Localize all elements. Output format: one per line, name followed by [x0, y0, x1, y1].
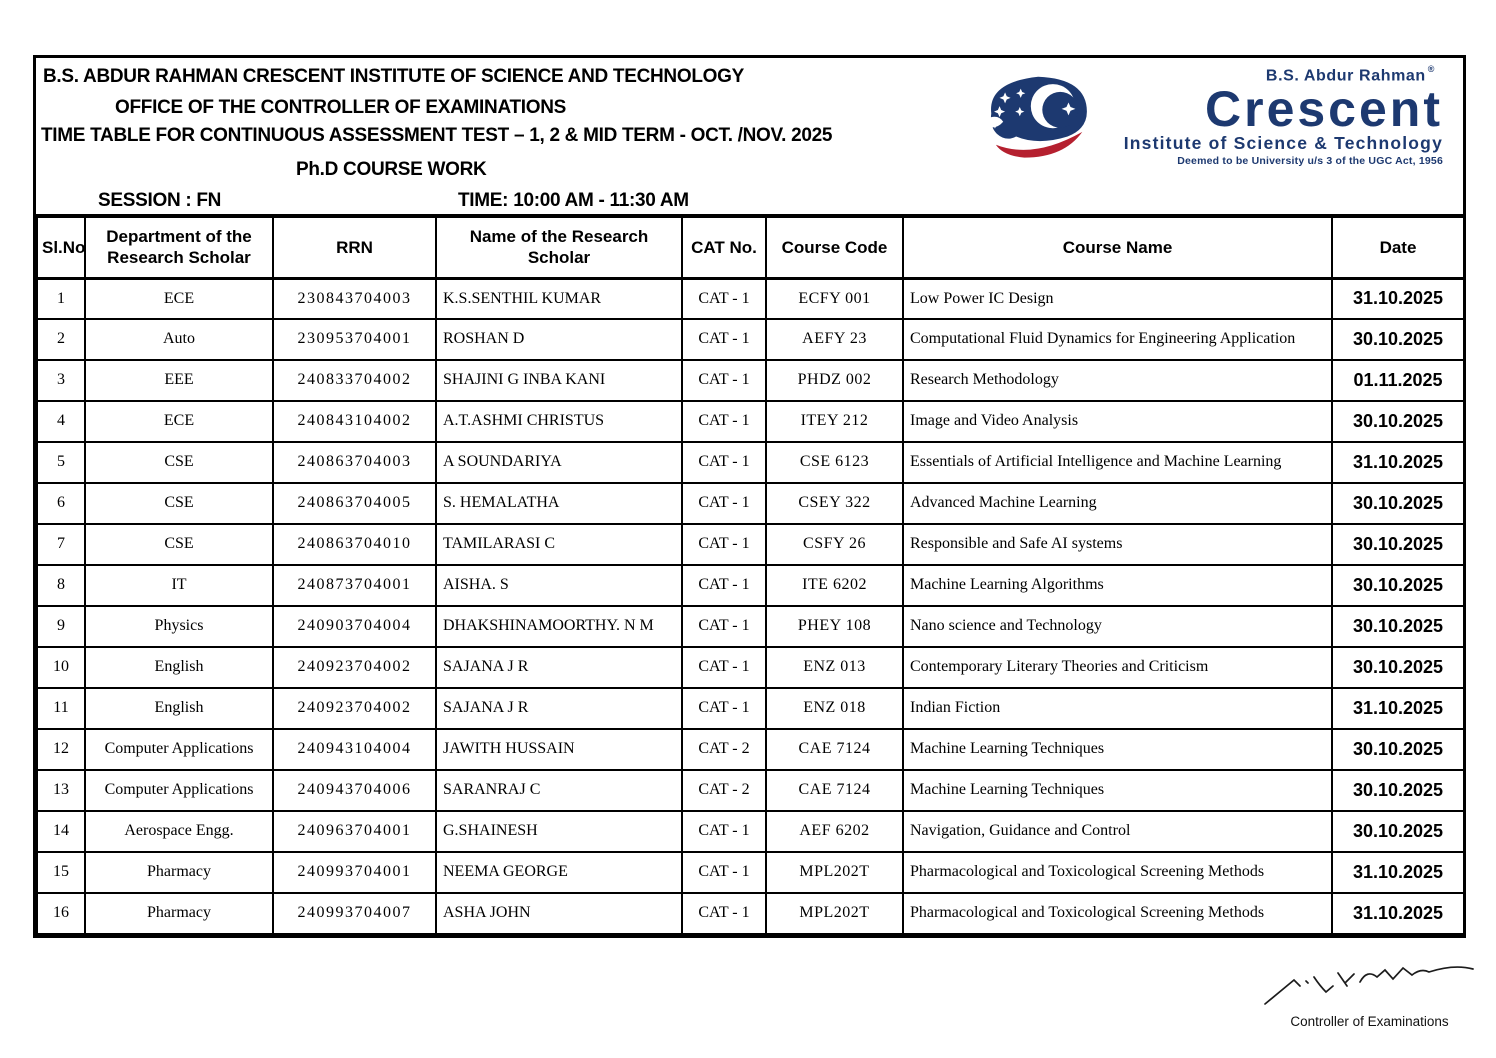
cell-course-code: CSFY 26 — [766, 524, 903, 565]
cell-date: 30.10.2025 — [1332, 729, 1464, 770]
cell-course-name: Research Methodology — [903, 360, 1332, 401]
cell-rrn: 240943704006 — [273, 770, 436, 811]
cell-cat-no: CAT - 1 — [682, 893, 766, 934]
timetable-head — [37, 216, 1464, 278]
cell-rrn: 240843104002 — [273, 401, 436, 442]
cell-slno: 4 — [37, 401, 85, 442]
cell-slno: 8 — [37, 565, 85, 606]
cell-scholar-name: K.S.SENTHIL KUMAR — [436, 278, 682, 319]
cell-department: CSE — [85, 483, 273, 524]
cell-slno: 16 — [37, 893, 85, 934]
cell-department: EEE — [85, 360, 273, 401]
cell-slno: 15 — [37, 852, 85, 893]
cell-rrn: 230953704001 — [273, 319, 436, 360]
registered-trademark-icon: ® — [1427, 64, 1435, 74]
cell-scholar-name: ASHA JOHN — [436, 893, 682, 934]
cell-course-name: Pharmacological and Toxicological Screening Methods — [903, 893, 1332, 934]
signature-scribble-icon — [1262, 960, 1477, 1010]
cell-course-name: Computational Fluid Dynamics for Engineering Application — [903, 319, 1332, 360]
document-frame — [33, 55, 1466, 938]
table-row — [37, 360, 1464, 401]
cell-course-code: CAE 7124 — [766, 729, 903, 770]
cell-date: 30.10.2025 — [1332, 524, 1464, 565]
cell-course-name: Pharmacological and Toxicological Screening Methods — [903, 852, 1332, 893]
cell-slno: 3 — [37, 360, 85, 401]
cell-scholar-name: SAJANA J R — [436, 647, 682, 688]
cell-course-code: ENZ 018 — [766, 688, 903, 729]
cell-scholar-name: SHAJINI G INBA KANI — [436, 360, 682, 401]
document-header — [36, 58, 1463, 214]
cell-scholar-name: A SOUNDARIYA — [436, 442, 682, 483]
table-row — [37, 401, 1464, 442]
column-header-rrn: RRN — [273, 216, 436, 278]
cell-cat-no: CAT - 1 — [682, 483, 766, 524]
logo-brand-small-text: B.S. Abdur Rahman — [1265, 67, 1426, 85]
cell-department: CSE — [85, 524, 273, 565]
cell-scholar-name: G.SHAINESH — [436, 811, 682, 852]
cell-date: 31.10.2025 — [1332, 442, 1464, 483]
cell-scholar-name: DHAKSHINAMOORTHY. N M — [436, 606, 682, 647]
table-row — [37, 565, 1464, 606]
cell-department: Computer Applications — [85, 729, 273, 770]
cell-rrn: 240863704010 — [273, 524, 436, 565]
column-header-course-code: Course Code — [766, 216, 903, 278]
cell-scholar-name: JAWITH HUSSAIN — [436, 729, 682, 770]
cell-department: Aerospace Engg. — [85, 811, 273, 852]
cell-course-name: Nano science and Technology — [903, 606, 1332, 647]
signature-block — [1262, 960, 1477, 1029]
timetable — [36, 214, 1465, 935]
cell-rrn: 240863704003 — [273, 442, 436, 483]
cell-scholar-name: SARANRAJ C — [436, 770, 682, 811]
cell-course-code: ITE 6202 — [766, 565, 903, 606]
table-row — [37, 688, 1464, 729]
cell-date: 31.10.2025 — [1332, 688, 1464, 729]
cell-slno: 1 — [37, 278, 85, 319]
cell-rrn: 240993704007 — [273, 893, 436, 934]
time-label: TIME: 10:00 AM - 11:30 AM — [458, 190, 689, 211]
cell-scholar-name: AISHA. S — [436, 565, 682, 606]
cell-course-name: Advanced Machine Learning — [903, 483, 1332, 524]
cell-course-code: CSE 6123 — [766, 442, 903, 483]
cell-cat-no: CAT - 1 — [682, 401, 766, 442]
cell-department: English — [85, 647, 273, 688]
cell-course-code: CAE 7124 — [766, 770, 903, 811]
cell-cat-no: CAT - 1 — [682, 811, 766, 852]
logo-subtitle: Institute of Science & Technology — [1123, 133, 1443, 154]
cell-department: English — [85, 688, 273, 729]
cell-date: 30.10.2025 — [1332, 483, 1464, 524]
cell-course-name: Machine Learning Techniques — [903, 729, 1332, 770]
cell-date: 31.10.2025 — [1332, 852, 1464, 893]
cell-course-name: Essentials of Artificial Intelligence and Machine Learning — [903, 442, 1332, 483]
cell-date: 30.10.2025 — [1332, 319, 1464, 360]
column-header-slno: Sl.No — [37, 216, 85, 278]
cell-department: CSE — [85, 442, 273, 483]
program-name: Ph.D COURSE WORK — [296, 159, 487, 180]
cell-course-code: MPL202T — [766, 893, 903, 934]
cell-slno: 2 — [37, 319, 85, 360]
crescent-logo — [983, 66, 1443, 174]
cell-course-name: Low Power IC Design — [903, 278, 1332, 319]
cell-rrn: 240873704001 — [273, 565, 436, 606]
cell-rrn: 240863704005 — [273, 483, 436, 524]
table-row — [37, 278, 1464, 319]
table-row — [37, 770, 1464, 811]
cell-cat-no: CAT - 1 — [682, 688, 766, 729]
logo-brand-large: Crescent — [1205, 81, 1443, 138]
cell-department: Pharmacy — [85, 893, 273, 934]
cell-course-name: Machine Learning Algorithms — [903, 565, 1332, 606]
column-header-department: Department of the Research Scholar — [85, 216, 273, 278]
logo-tagline: Deemed to be University u/s 3 of the UGC Act, 1956 — [1177, 155, 1443, 168]
timetable-body — [37, 278, 1464, 934]
cell-scholar-name: S. HEMALATHA — [436, 483, 682, 524]
signature-label: Controller of Examinations — [1290, 1014, 1449, 1029]
crescent-moon-stars-emblem-icon — [983, 70, 1097, 168]
cell-course-code: MPL202T — [766, 852, 903, 893]
cell-cat-no: CAT - 1 — [682, 524, 766, 565]
logo-text-block — [1101, 66, 1443, 167]
cell-course-code: ECFY 001 — [766, 278, 903, 319]
cell-rrn: 240923704002 — [273, 688, 436, 729]
cell-department: Auto — [85, 319, 273, 360]
cell-course-code: ITEY 212 — [766, 401, 903, 442]
cell-date: 30.10.2025 — [1332, 770, 1464, 811]
table-row — [37, 442, 1464, 483]
cell-rrn: 240903704004 — [273, 606, 436, 647]
cell-course-name: Contemporary Literary Theories and Criticism — [903, 647, 1332, 688]
cell-slno: 14 — [37, 811, 85, 852]
cell-cat-no: CAT - 1 — [682, 278, 766, 319]
cell-cat-no: CAT - 1 — [682, 442, 766, 483]
cell-scholar-name: A.T.ASHMI CHRISTUS — [436, 401, 682, 442]
cell-cat-no: CAT - 1 — [682, 319, 766, 360]
column-header-course-name: Course Name — [903, 216, 1332, 278]
cell-scholar-name: SAJANA J R — [436, 688, 682, 729]
cell-date: 30.10.2025 — [1332, 647, 1464, 688]
cell-scholar-name: NEEMA GEORGE — [436, 852, 682, 893]
cell-cat-no: CAT - 1 — [682, 360, 766, 401]
page-title: TIME TABLE FOR CONTINUOUS ASSESSMENT TEST – 1, 2 & MID TERM - OCT. /NOV. 2025 — [41, 125, 833, 146]
cell-date: 30.10.2025 — [1332, 401, 1464, 442]
cell-cat-no: CAT - 2 — [682, 770, 766, 811]
table-row — [37, 483, 1464, 524]
cell-rrn: 240923704002 — [273, 647, 436, 688]
cell-course-code: ENZ 013 — [766, 647, 903, 688]
header-row — [37, 216, 1464, 278]
office-name: OFFICE OF THE CONTROLLER OF EXAMINATIONS — [115, 97, 567, 118]
cell-rrn: 230843704003 — [273, 278, 436, 319]
cell-department: Pharmacy — [85, 852, 273, 893]
cell-rrn: 240993704001 — [273, 852, 436, 893]
cell-slno: 5 — [37, 442, 85, 483]
cell-course-code: PHDZ 002 — [766, 360, 903, 401]
session-label: SESSION : FN — [98, 190, 222, 211]
cell-department: Computer Applications — [85, 770, 273, 811]
cell-department: Physics — [85, 606, 273, 647]
column-header-scholar-name: Name of the Research Scholar — [436, 216, 682, 278]
table-row — [37, 893, 1464, 934]
cell-course-code: PHEY 108 — [766, 606, 903, 647]
cell-course-name: Image and Video Analysis — [903, 401, 1332, 442]
cell-date: 30.10.2025 — [1332, 811, 1464, 852]
cell-course-name: Navigation, Guidance and Control — [903, 811, 1332, 852]
cell-rrn: 240833704002 — [273, 360, 436, 401]
cell-department: ECE — [85, 278, 273, 319]
cell-slno: 9 — [37, 606, 85, 647]
cell-scholar-name: TAMILARASI C — [436, 524, 682, 565]
column-header-date: Date — [1332, 216, 1464, 278]
table-row — [37, 647, 1464, 688]
column-header-cat-no: CAT No. — [682, 216, 766, 278]
cell-slno: 6 — [37, 483, 85, 524]
cell-course-name: Responsible and Safe AI systems — [903, 524, 1332, 565]
cell-course-name: Indian Fiction — [903, 688, 1332, 729]
cell-date: 01.11.2025 — [1332, 360, 1464, 401]
cell-cat-no: CAT - 1 — [682, 852, 766, 893]
cell-cat-no: CAT - 1 — [682, 647, 766, 688]
cell-course-code: AEFY 23 — [766, 319, 903, 360]
cell-slno: 11 — [37, 688, 85, 729]
table-row — [37, 319, 1464, 360]
cell-date: 30.10.2025 — [1332, 565, 1464, 606]
institute-name: B.S. ABDUR RAHMAN CRESCENT INSTITUTE OF SCIENCE AND TECHNOLOGY — [43, 66, 744, 87]
cell-department: ECE — [85, 401, 273, 442]
cell-date: 30.10.2025 — [1332, 606, 1464, 647]
cell-course-code: AEF 6202 — [766, 811, 903, 852]
cell-slno: 7 — [37, 524, 85, 565]
cell-course-code: CSEY 322 — [766, 483, 903, 524]
cell-cat-no: CAT - 1 — [682, 606, 766, 647]
table-row — [37, 811, 1464, 852]
table-row — [37, 606, 1464, 647]
cell-rrn: 240943104004 — [273, 729, 436, 770]
cell-date: 31.10.2025 — [1332, 278, 1464, 319]
cell-cat-no: CAT - 1 — [682, 565, 766, 606]
cell-scholar-name: ROSHAN D — [436, 319, 682, 360]
table-row — [37, 852, 1464, 893]
cell-slno: 13 — [37, 770, 85, 811]
cell-department: IT — [85, 565, 273, 606]
cell-course-name: Machine Learning Techniques — [903, 770, 1332, 811]
cell-slno: 12 — [37, 729, 85, 770]
cell-date: 31.10.2025 — [1332, 893, 1464, 934]
table-row — [37, 729, 1464, 770]
cell-slno: 10 — [37, 647, 85, 688]
cell-cat-no: CAT - 2 — [682, 729, 766, 770]
cell-rrn: 240963704001 — [273, 811, 436, 852]
table-row — [37, 524, 1464, 565]
